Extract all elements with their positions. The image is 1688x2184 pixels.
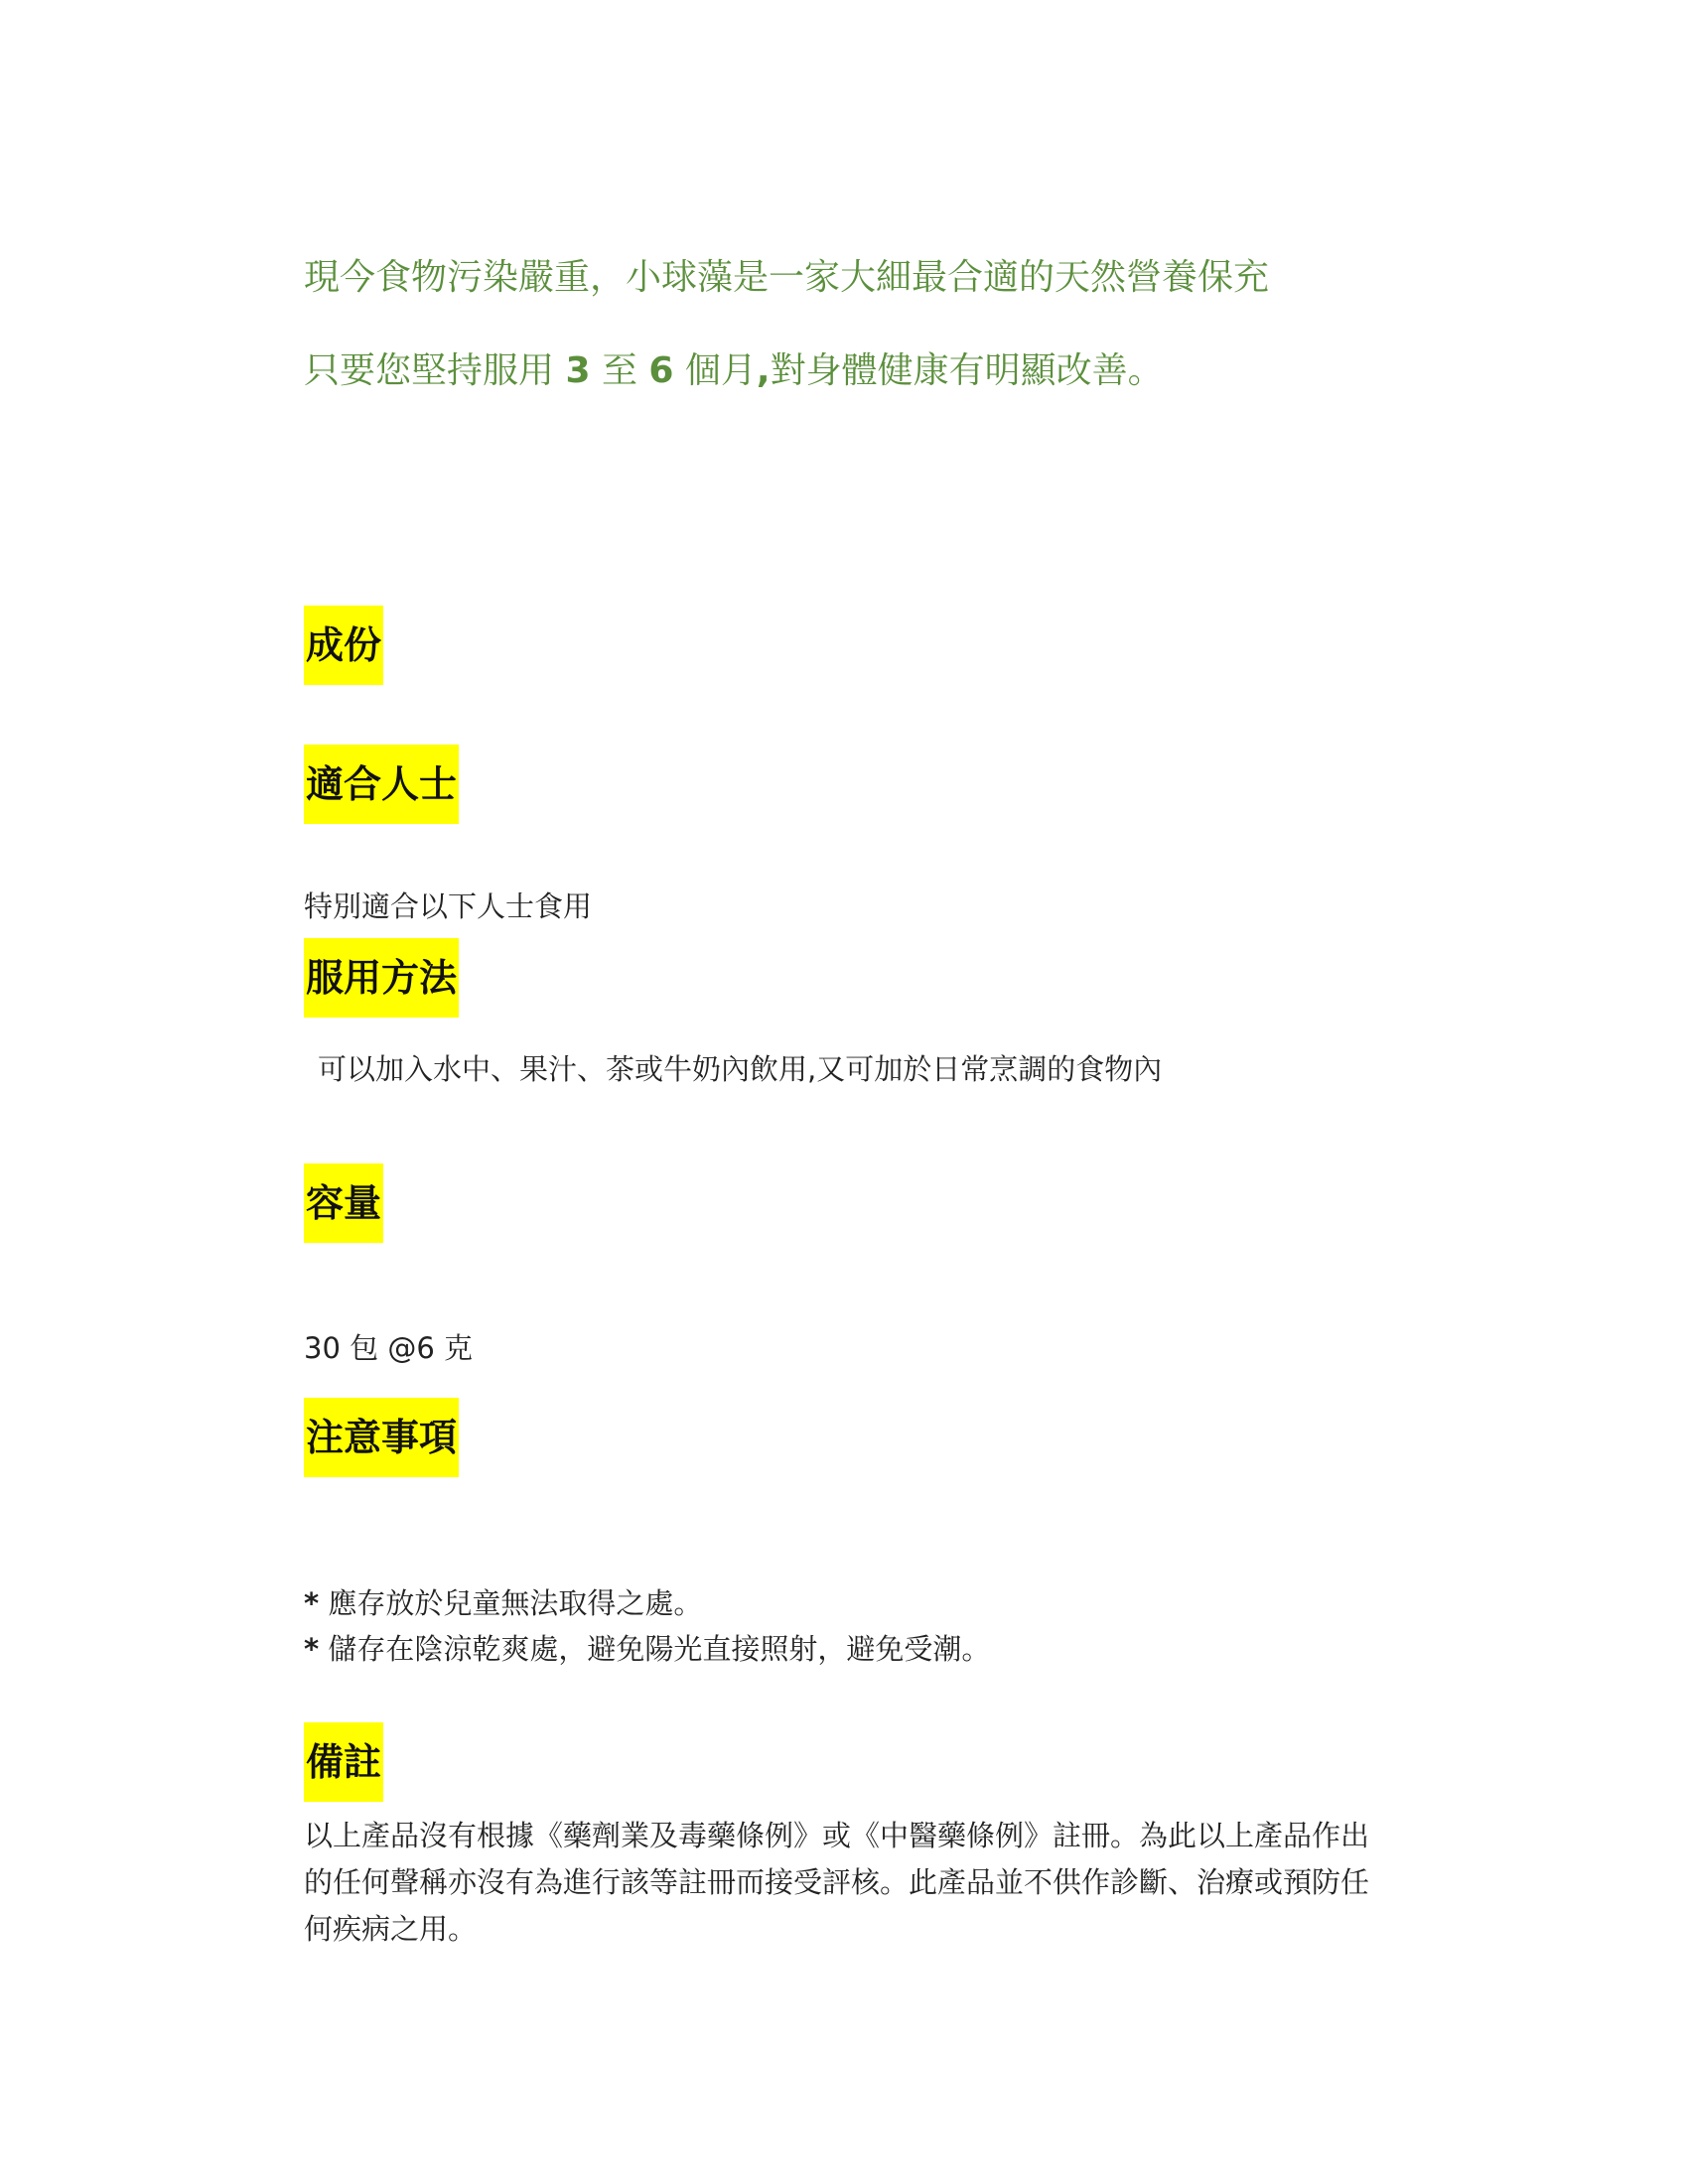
heading-capacity: 容量 (304, 1163, 383, 1243)
heading-ingredients: 成份 (304, 606, 383, 685)
heading-suitable: 適合人士 (304, 745, 459, 824)
intro-number-6: 6 (648, 350, 674, 391)
heading-usage: 服用方法 (304, 938, 459, 1018)
intro-text-2e: 對身體健康有明顯改善。 (770, 350, 1164, 391)
caution-bullet-1: * (304, 1586, 320, 1620)
intro-comma: , (756, 350, 771, 391)
capacity-text: 30 包 @6 克 (304, 1331, 474, 1365)
intro-line-1 (304, 256, 1269, 300)
caution-item-1 (304, 1585, 702, 1621)
heading-remarks: 備註 (304, 1722, 383, 1802)
intro-text-2c: 個月 (673, 350, 757, 391)
usage-text: 可以加入水中、果汁、茶或牛奶內飲用,又可加於日常烹調的食物內 (318, 1052, 1163, 1086)
caution-item-2 (304, 1631, 990, 1667)
caution-text-2: 儲存在陰涼乾爽處，避免陽光直接照射，避免受潮。 (319, 1632, 991, 1666)
intro-line-2 (304, 349, 1164, 393)
intro-number-3: 3 (565, 350, 591, 391)
intro-text-2b: 至 (590, 350, 649, 391)
intro-text-2a: 只要您堅持服用 (304, 350, 566, 391)
suitable-text: 特別適合以下人士食用 (304, 889, 593, 923)
caution-text-1: 應存放於兒童無法取得之處。 (319, 1586, 703, 1620)
caution-bullet-2: * (304, 1632, 320, 1666)
heading-caution: 注意事項 (304, 1398, 459, 1477)
intro-text-1: 現今食物污染嚴重，小球藻是一家大細最合適的天然營養保充 (304, 257, 1270, 298)
remarks-text: 以上產品沒有根據《藥劑業及毒藥條例》或《中醫藥條例》註冊。為此以上產品作出的任何聲稱亦沒有為進行該等註冊而接受評核。此產品並不供作診斷、治療或預防任何疾病之用。 (304, 1819, 1370, 1946)
